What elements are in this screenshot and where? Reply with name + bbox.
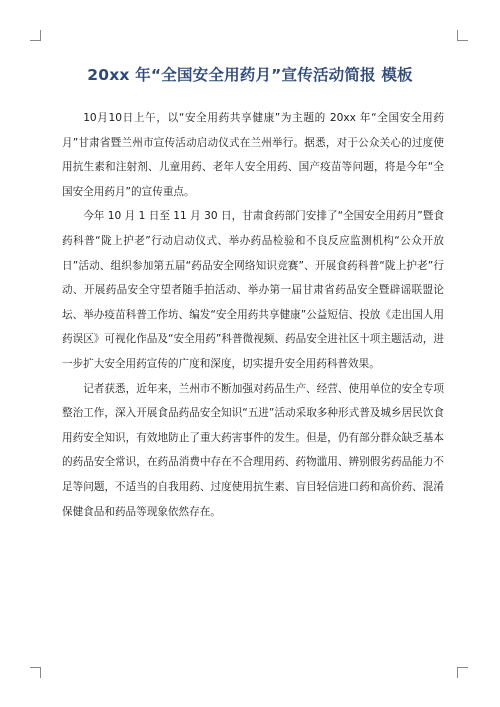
crop-mark-bottom-left: [30, 667, 41, 678]
paragraph-2: 今年 10 月 1 日至 11 月 30 日，甘肃食药部门安排了“全国安全用药月”暨食药科普“陇上护老”行动启动仪式、举办药品检验和不良反应监测机构“公众开放日”活动、组织参加第五届“药品安全网络知识竞赛”、开展食药科普“陇上护老”行动、开展药品安全守望者随手拍活动、举办第一届甘肃省药品安全暨辟谣联盟论坛、举办疫苗科普工作坊、编发“安全用药共享健康”公益短信、投放《走出国人用药误区》可视化作品及“安全用药”科普微视频、药品安全进社区十项主题活动，进一步扩大安全用药宣传的广度和深度，切实提升安全用药科普效果。: [62, 210, 444, 370]
paragraph-1: 10月10日上午，以“安全用药共享健康”为主题的 20xx 年“全国安全用药月”甘肃省暨兰州市宣传活动启动仪式在兰州举行。据悉，对于公众关心的过度使用抗生素和注射剂、儿童用药、老年人安全用药、国产疫苗等问题，将是今年“全国安全用药月”的宣传重点。: [62, 112, 444, 198]
crop-mark-top-right: [457, 30, 468, 41]
document-body: [62, 106, 444, 524]
document-title: 20xx 年“全国安全用药月”宣传活动简报 模板: [87, 66, 413, 84]
crop-mark-top-left: [30, 30, 41, 41]
crop-mark-bottom-right: [457, 667, 468, 678]
paragraph-3: 记者获悉，近年来，兰州市不断加强对药品生产、经营、使用单位的安全专项整治工作，深入开展食品药品安全知识“五进”活动采取多种形式普及城乡居民饮食用药安全知识，有效地防止了重大药害事件的发生。但是，仍有部分群众缺乏基本的药品安全常识，在药品消费中存在不合理用药、药物滥用、辨别假劣药品能力不足等问题，不适当的自我用药、过度使用抗生素、盲目轻信进口药和高价药、混淆保健食品和药品等现象依然存在。: [62, 382, 444, 518]
